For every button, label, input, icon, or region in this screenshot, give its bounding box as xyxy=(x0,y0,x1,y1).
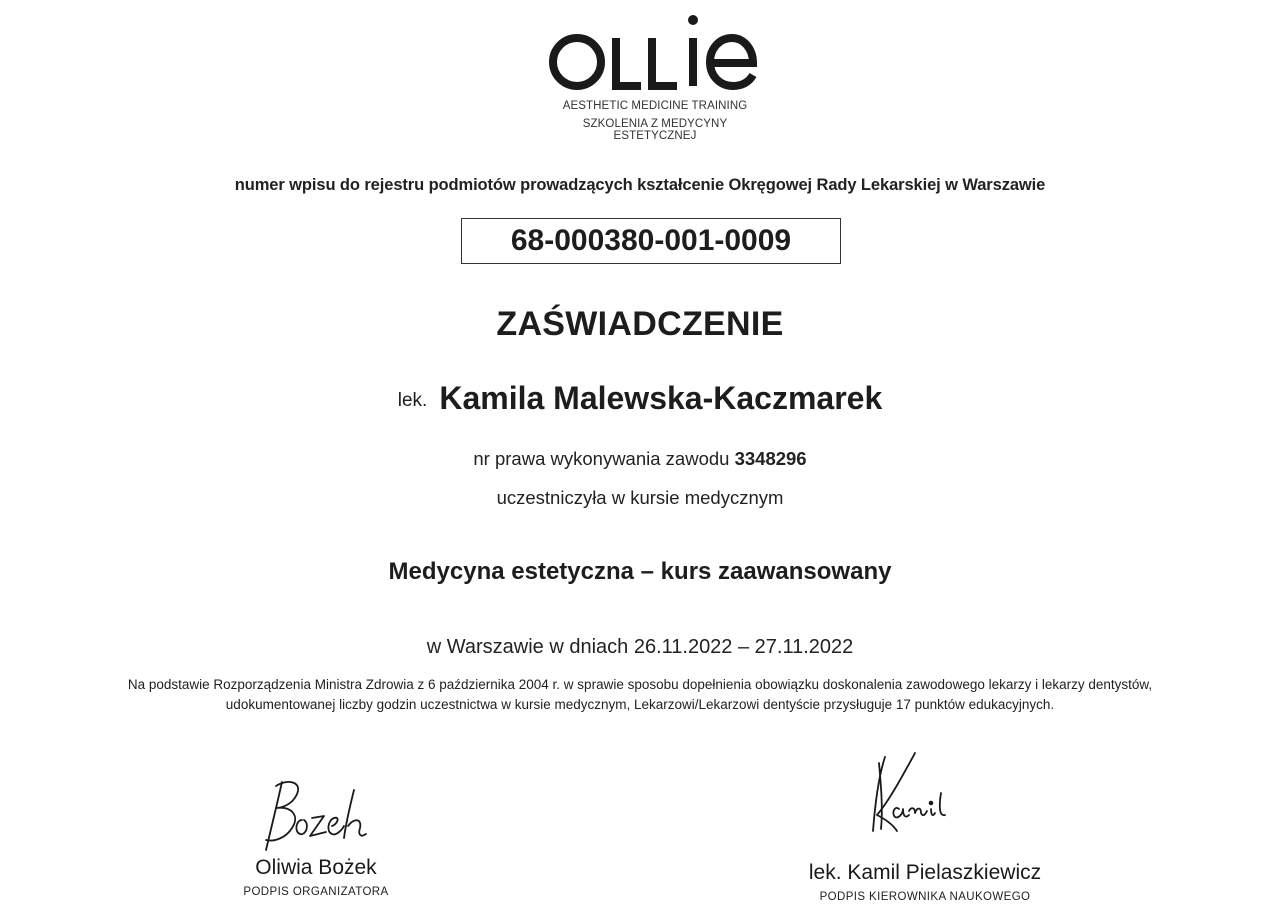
license-label: nr prawa wykonywania zawodu xyxy=(473,448,730,469)
license-line xyxy=(0,448,1280,470)
ollie-wordmark-logo xyxy=(540,10,770,100)
course-name: Medycyna estetyczna – kurs zaawansowany xyxy=(388,558,892,585)
legal-text-line-1: Na podstawie Rozporządzenia Ministra Zdrowia z 6 października 2004 r. w sprawie sposobu dopełnienia obowiązku doskonalenia zawodowego lekarzy i lekarzy dentystów, xyxy=(127,677,1153,692)
recipient-name: Kamila Malewska-Kaczmarek xyxy=(439,380,883,416)
handwritten-signature-kamil xyxy=(775,745,1075,860)
organizer-signature-block xyxy=(196,770,436,898)
scientific-director-signature-block xyxy=(775,745,1075,903)
legal-text-line-2: udokumentowanej liczby godzin uczestnictwa w kursie medycznym, Lekarzowi/Lekarzowi dentyście przysługuje 17 punktów edukacyjnych. xyxy=(225,697,1055,712)
ollie-logo xyxy=(540,10,770,140)
license-number: 3348296 xyxy=(734,448,807,469)
register-number: 68-000380-001-0009 xyxy=(510,224,792,257)
scientific-director-name: lek. Kamil Pielaszkiewicz xyxy=(808,861,1042,884)
register-label: numer wpisu do rejestru podmiotów prowadzących kształcenie Okręgowej Rady Lekarskiej w Warszawie xyxy=(234,176,1046,194)
certificate-title: ZAŚWIADCZENIE xyxy=(496,305,784,343)
logo-tagline-en: AESTHETIC MEDICINE TRAINING xyxy=(562,100,748,112)
organizer-name: Oliwia Bożek xyxy=(255,856,377,879)
organizer-role: PODPIS ORGANIZATORA xyxy=(243,886,389,898)
recipient-name-line xyxy=(0,380,1280,417)
handwritten-signature-bozek xyxy=(196,770,436,855)
scientific-director-role: PODPIS KIEROWNIKA NAUKOWEGO xyxy=(819,891,1031,903)
participation-text: uczestniczyła w kursie medycznym xyxy=(496,487,784,508)
name-prefix: lek. xyxy=(397,390,428,411)
logo-tagline-pl: SZKOLENIA Z MEDYCYNY ESTETYCZNEJ xyxy=(582,118,728,142)
register-number-box xyxy=(461,218,841,264)
course-dates: w Warszawie w dniach 26.11.2022 – 27.11.2022 xyxy=(426,636,854,658)
